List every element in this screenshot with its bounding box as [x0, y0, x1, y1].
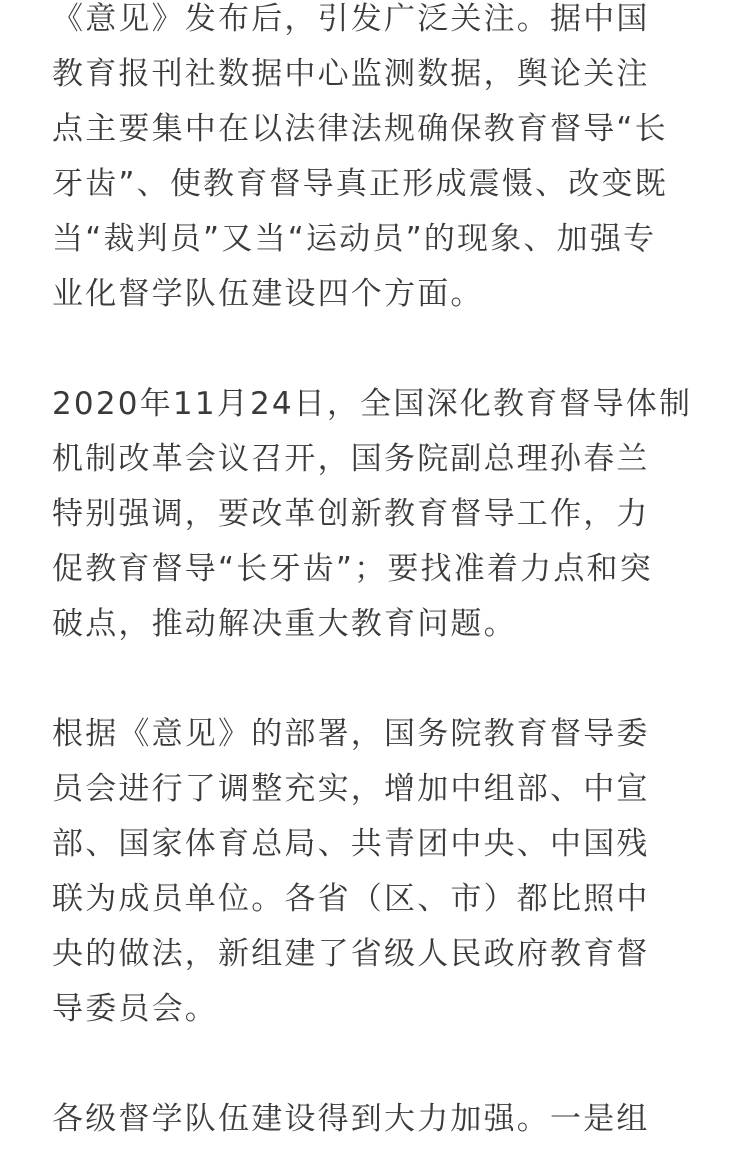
text-line: 当“裁判员”又当“运动员”的现象、加强专 [52, 221, 657, 257]
paragraph-inspector-team [52, 1092, 700, 1147]
text-line: 机制改革会议召开，国务院副总理孙春兰 [52, 441, 650, 477]
text-line: 员会进行了调整充实，增加中组部、中宣 [52, 771, 650, 807]
text-line: 各级督学队伍建设得到大力加强。一是组 [52, 1101, 650, 1137]
paragraph-reform-meeting [52, 377, 700, 652]
text-line: 破点，推动解决重大教育问题。 [52, 606, 517, 642]
text-line: 点主要集中在以法律法规确保教育督导“长 [52, 111, 668, 147]
text-line: 导委员会。 [52, 991, 218, 1027]
paragraph-spacer [52, 322, 700, 377]
article-body [52, 0, 700, 1147]
paragraph-spacer [52, 1037, 700, 1092]
text-line: 部、国家体育总局、共青团中央、中国残 [52, 826, 650, 862]
text-line: 联为成员单位。各省（区、市）都比照中 [52, 881, 650, 917]
text-line: 央的做法，新组建了省级人民政府教育督 [52, 936, 650, 972]
text-line: 2020年11月24日，全国深化教育督导体制 [52, 386, 693, 422]
text-line: 业化督学队伍建设四个方面。 [52, 276, 484, 312]
text-line: 牙齿”、使教育督导真正形成震慑、改变既 [52, 166, 668, 202]
text-line: 根据《意见》的部署，国务院教育督导委 [52, 716, 650, 752]
text-line: 特别强调，要改革创新教育督导工作，力 [52, 496, 650, 532]
paragraph-spacer [52, 652, 700, 707]
paragraph-committee-adjustment [52, 707, 700, 1037]
paragraph-opinion-attention [52, 0, 700, 322]
text-line: 教育报刊社数据中心监测数据，舆论关注 [52, 56, 650, 92]
text-line: 促教育督导“长牙齿”；要找准着力点和突 [52, 551, 653, 587]
text-line: 《意见》发布后，引发广泛关注。据中国 [52, 1, 650, 37]
